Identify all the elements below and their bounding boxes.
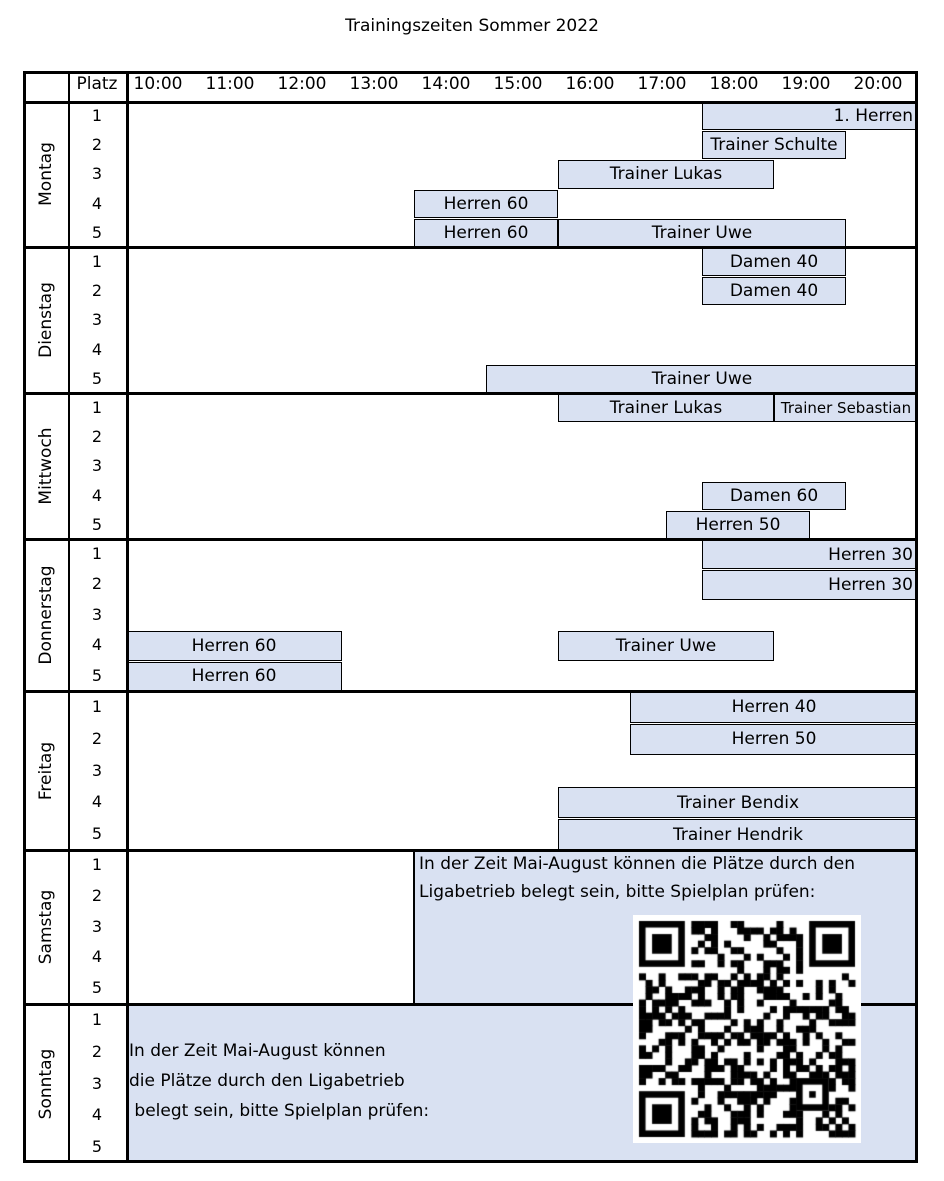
table-border-left [23,71,26,1163]
booking-block [630,724,918,755]
booking-label: Herren 60 [443,193,529,214]
court-number: 4 [91,193,103,213]
day-separator [23,538,918,541]
booking-label: Trainer Hendrik [672,824,803,845]
time-header: 16:00 [565,74,615,94]
court-number: 2 [91,1041,103,1061]
booking-block [486,365,918,393]
court-number: 4 [91,947,103,967]
samstag-note-border [413,850,415,1004]
booking-block [126,631,342,660]
court-number: 3 [91,164,103,184]
booking-label: Trainer Uwe [615,635,717,656]
booking-label: Herren 30 [828,575,913,596]
booking-label: Trainer Uwe [651,222,753,243]
booking-block [558,160,774,188]
court-number: 2 [91,728,103,748]
note-line: In der Zeit Mai-August können die Plätze durch den [419,854,855,874]
time-header: 20:00 [853,74,903,94]
court-number: 2 [91,281,103,301]
page-title: Trainingszeiten Sommer 2022 [345,16,599,36]
court-number: 1 [91,697,103,716]
booking-label: Herren 60 [443,222,529,243]
time-header: 18:00 [709,74,759,94]
day-label-sonntag [23,1004,68,1163]
day-label-dienstag [23,247,68,393]
platz-column-separator [126,71,129,1163]
day-label-donnerstag [23,539,68,691]
court-number: 5 [91,665,103,685]
booking-block [702,482,846,510]
day-name: Mittwoch [35,427,56,505]
court-number: 5 [91,514,103,534]
court-number: 1 [91,544,103,563]
time-header: 17:00 [637,74,687,94]
table-border-top [23,71,918,74]
court-number: 3 [91,916,103,936]
booking-label: Trainer Sebastian [780,399,912,418]
booking-block [702,102,918,130]
court-number: 4 [91,339,103,359]
note-line: belegt sein, bitte Spielplan prüfen: [129,1101,430,1121]
court-number: 2 [91,574,103,594]
booking-block [666,511,810,539]
booking-label: Damen 40 [729,281,819,302]
court-number: 4 [91,485,103,505]
booking-label: Herren 50 [731,729,817,750]
court-number: 5 [91,1137,103,1157]
court-number: 1 [91,855,103,874]
court-number: 1 [91,106,103,125]
day-name: Freitag [35,741,56,800]
booking-label: 1. Herren [833,106,913,127]
table-border-bottom [23,1160,918,1163]
booking-block [702,248,846,276]
court-number: 5 [91,824,103,844]
time-header: 13:00 [349,74,399,94]
booking-label: Herren 60 [191,666,277,687]
day-name: Donnerstag [35,565,56,665]
booking-label: Trainer Schulte [710,135,838,156]
court-number: 3 [91,760,103,780]
day-name: Dienstag [35,282,56,358]
court-number: 5 [91,368,103,388]
court-number: 4 [91,1105,103,1125]
table-border-right [915,71,918,1163]
court-number: 4 [91,635,103,655]
time-header: 10:00 [133,74,183,94]
booking-block [702,131,846,159]
day-name: Montag [35,142,56,206]
booking-block [558,631,774,660]
booking-label: Herren 50 [695,514,781,535]
booking-block [558,819,918,850]
platz-header: Platz [76,74,118,94]
day-label-montag [23,101,68,247]
schedule-table [23,71,918,1163]
day-separator [23,392,918,395]
booking-block [126,662,342,691]
court-number: 2 [91,885,103,905]
booking-block [702,277,846,305]
court-number: 3 [91,456,103,476]
court-number: 1 [91,1010,103,1029]
day-label-freitag [23,691,68,850]
booking-label: Herren 40 [731,697,817,718]
booking-block [630,692,918,723]
court-number: 2 [91,135,103,155]
court-number: 1 [91,398,103,417]
day-name: Samstag [35,889,56,965]
booking-label: Herren 30 [828,544,913,565]
note-line: die Plätze durch den Ligabetrieb [129,1071,405,1091]
court-number: 3 [91,1073,103,1093]
time-header: 15:00 [493,74,543,94]
booking-label: Herren 60 [191,635,277,656]
court-number: 1 [91,252,103,271]
day-label-samstag [23,850,68,1004]
booking-block [414,190,558,218]
header-separator [23,101,918,104]
booking-block [414,219,558,247]
booking-block [702,570,918,599]
note-line: Ligabetrieb belegt sein, bitte Spielplan prüfen: [419,882,816,902]
booking-label: Damen 60 [729,485,819,506]
day-separator [23,246,918,249]
note-line: In der Zeit Mai-August können [129,1041,386,1061]
booking-block [558,394,774,422]
booking-label: Trainer Bendix [676,792,800,813]
day-label-mittwoch [23,393,68,539]
booking-label: Trainer Lukas [609,398,723,419]
booking-label: Trainer Lukas [609,164,723,185]
time-header: 11:00 [205,74,255,94]
court-number: 5 [91,222,103,242]
booking-label: Damen 40 [729,252,819,273]
court-number: 4 [91,792,103,812]
court-number: 3 [91,604,103,624]
qr-code-graphic [633,915,861,1143]
booking-block [558,787,918,818]
day-name: Sonntag [35,1048,56,1119]
booking-block [702,540,918,569]
time-header: 12:00 [277,74,327,94]
court-number: 5 [91,978,103,998]
qr-code [633,915,861,1143]
court-number: 3 [91,310,103,330]
day-separator [23,849,918,852]
time-header: 14:00 [421,74,471,94]
time-header: 19:00 [781,74,831,94]
day-separator [23,690,918,693]
booking-block [774,394,918,422]
day-column-separator [68,71,70,1163]
court-number: 2 [91,427,103,447]
booking-label: Trainer Uwe [651,368,753,389]
booking-block [558,219,846,247]
